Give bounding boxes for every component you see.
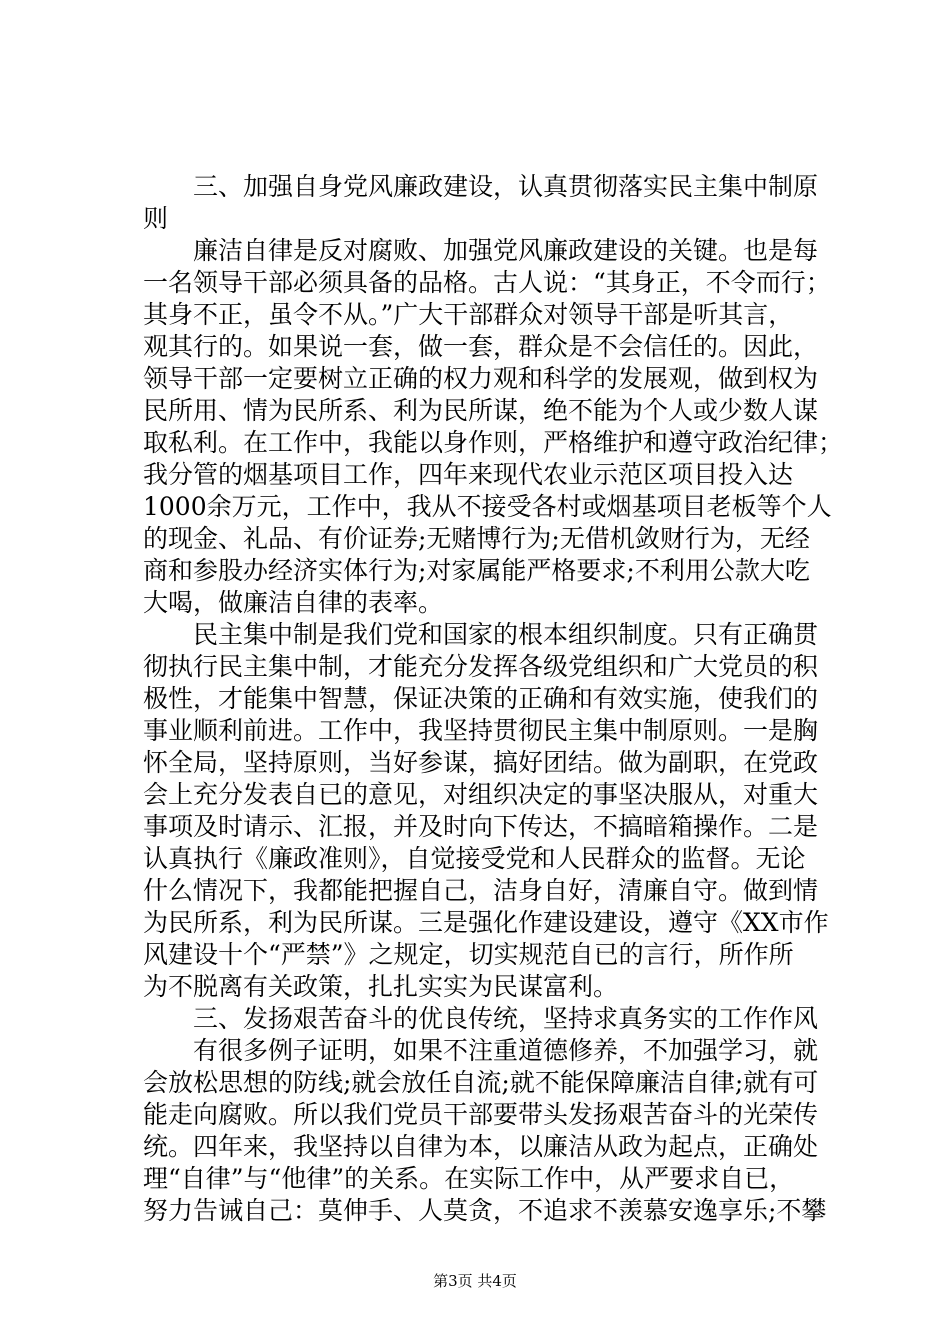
body-line: 会放松思想的防线;就会放任自流;就不能保障廉洁自律;就有可 [143,1068,819,1097]
body-line: 理“自律”与“他律”的关系。在实际工作中，从严要求自已， [143,1164,795,1193]
body-line: 彻执行民主集中制，才能充分发挥各级党组织和广大党员的积 [143,652,819,681]
body-line: 观其行的。如果说一套，做一套，群众是不会信任的。因此， [143,332,819,361]
body-line: 1000余万元，工作中，我从不接受各村或烟基项目老板等个人 [143,492,832,521]
body-line: 三、加强自身党风廉政建设，认真贯彻落实民主集中制原 [143,172,819,201]
page-footer: 第3页 共4页 [433,1272,517,1290]
body-line: 事业顺利前进。工作中，我坚持贯彻民主集中制原则。一是胸 [143,716,819,745]
body-line: 的现金、礼品、有价证券;无赌博行为;无借机敛财行为，无经 [143,524,810,553]
body-line: 民主集中制是我们党和国家的根本组织制度。只有正确贯 [143,620,819,649]
body-line: 民所用、情为民所系、利为民所谋，绝不能为个人或少数人谋 [143,396,819,425]
body-line: 廉洁自律是反对腐败、加强党风廉政建设的关键。也是每 [143,236,819,265]
body-line: 三、发扬艰苦奋斗的优良传统，坚持求真务实的工作作风 [143,1004,819,1033]
body-line: 我分管的烟基项目工作，四年来现代农业示范区项目投入达 [143,460,794,489]
body-line: 大喝，做廉洁自律的表率。 [143,588,444,617]
body-line: 一名领导干部必须具备的品格。古人说：“其身正，不令而行； [143,268,831,297]
body-line: 为民所系，利为民所谋。三是强化作建设建设，遵守《XX市作 [143,908,829,937]
document-body [143,171,843,1227]
body-line: 其身不正，虽令不从。”广大干部群众对领导干部是听其言， [143,300,794,329]
body-line: 有很多例子证明，如果不注重道德修养，不加强学习，就 [143,1036,819,1065]
body-line: 商和参股办经济实体行为;对家属能严格要求;不利用公款大吃 [143,556,810,585]
body-line: 极性，才能集中智慧，保证决策的正确和有效实施，使我们的 [143,684,819,713]
body-line: 领导干部一定要树立正确的权力观和科学的发展观，做到权为 [143,364,819,393]
body-line: 风建设十个“严禁”》之规定，切实规范自已的言行，所作所 [143,940,794,969]
body-line: 取私利。在工作中，我能以身作则，严格维护和遵守政治纪律； [143,428,844,457]
body-line: 认真执行《廉政准则》，自觉接受党和人民群众的监督。无论 [143,844,806,873]
body-line: 则 [143,204,169,233]
body-line: 怀全局，坚持原则，当好参谋，搞好团结。做为副职，在党政 [143,748,819,777]
body-line: 事项及时请示、汇报，并及时向下传达，不搞暗箱操作。二是 [143,812,819,841]
body-line: 会上充分发表自已的意见，对组织决定的事坚决服从，对重大 [143,780,819,809]
body-line: 什么情况下，我都能把握自己，洁身自好，清廉自守。做到情 [143,876,819,905]
body-line: 努力告诫自己：莫伸手、人莫贪，不追求不羡慕安逸享乐;不攀 [143,1196,827,1225]
body-line: 能走向腐败。所以我们党员干部要带头发扬艰苦奋斗的光荣传 [143,1100,819,1129]
body-line: 统。四年来，我坚持以自律为本，以廉洁从政为起点，正确处 [143,1132,819,1161]
body-line: 为不脱离有关政策，扎扎实实为民谋富利。 [143,972,619,1001]
